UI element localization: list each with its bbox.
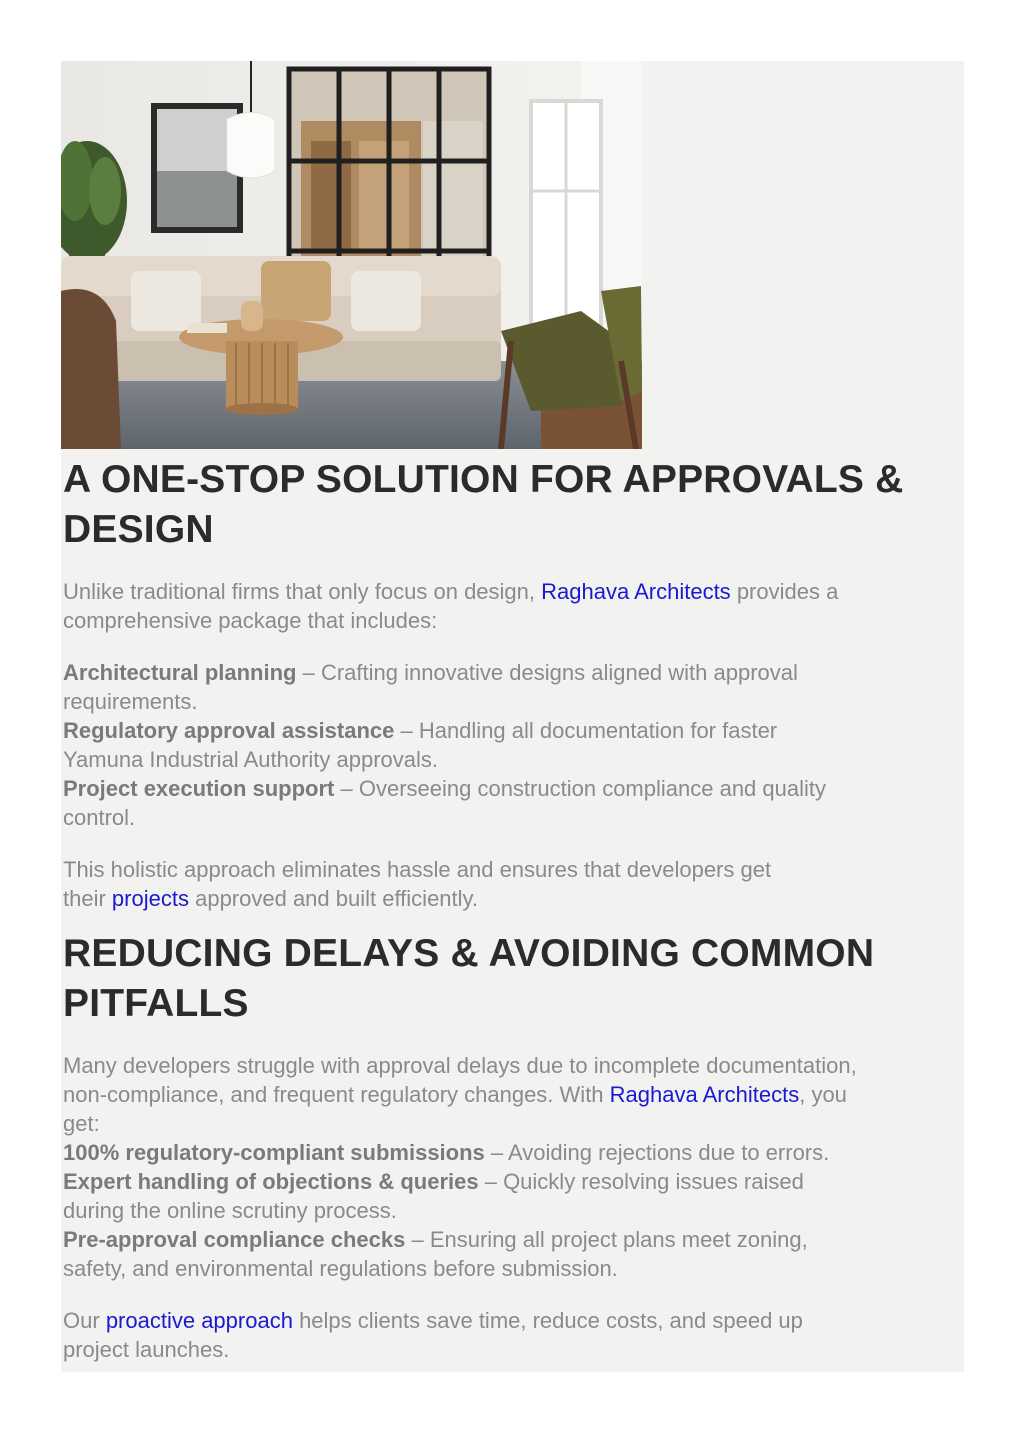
closing-paragraph: This holistic approach eliminates hassle and ensures that developers get their projects approved and built efficiently. [63, 857, 772, 911]
article-content [63, 455, 963, 1364]
living-room-photo [61, 61, 642, 449]
service-title: Project execution support [63, 776, 335, 801]
projects-link[interactable]: projects [111, 886, 189, 911]
services-list: Architectural planning – Crafting innovative designs aligned with approval requirements. Regulatory approval assistance – Handling all documentation for faster Yamuna Industrial Authority approvals. Project execution support – Overseeing construction compliance and quality control. [63, 660, 826, 830]
section-heading-reducing-delays: REDUCING DELAYS & AVOIDING COMMON PITFALLS [63, 932, 875, 1025]
raghava-architects-link[interactable]: Raghava Architects [541, 579, 731, 604]
service-title: Regulatory approval assistance [63, 718, 395, 743]
benefit-title: Pre-approval compliance checks [63, 1227, 406, 1252]
benefit-title: Expert handling of objections & queries [63, 1169, 479, 1194]
benefits-paragraph: Many developers struggle with approval delays due to incomplete documentation, non-compliance, and frequent regulatory changes. With Raghava Architects, you get: 100% regulatory-compliant submissions – Avoiding rejections due to errors. Expert handling of objections & queries – Quickly resolving issues raised during the online scrutiny process. Pre-approval compliance checks – Ensuring all project plans meet zoning, safety, and environmental regulations before submission. [63, 1053, 857, 1281]
benefit-title: 100% regulatory-compliant submissions [63, 1140, 485, 1165]
intro-paragraph: Unlike traditional firms that only focus on design, Raghava Architects provides a comprehensive package that includes: [63, 579, 839, 633]
section-heading-approvals-design: A ONE-STOP SOLUTION FOR APPROVALS & DESIGN [63, 458, 904, 551]
proactive-approach-link[interactable]: proactive approach [105, 1308, 293, 1333]
service-title: Architectural planning [63, 660, 297, 685]
raghava-architects-link-2[interactable]: Raghava Architects [609, 1082, 800, 1107]
final-paragraph: Our proactive approach helps clients save time, reduce costs, and speed up project launches. [63, 1308, 803, 1362]
